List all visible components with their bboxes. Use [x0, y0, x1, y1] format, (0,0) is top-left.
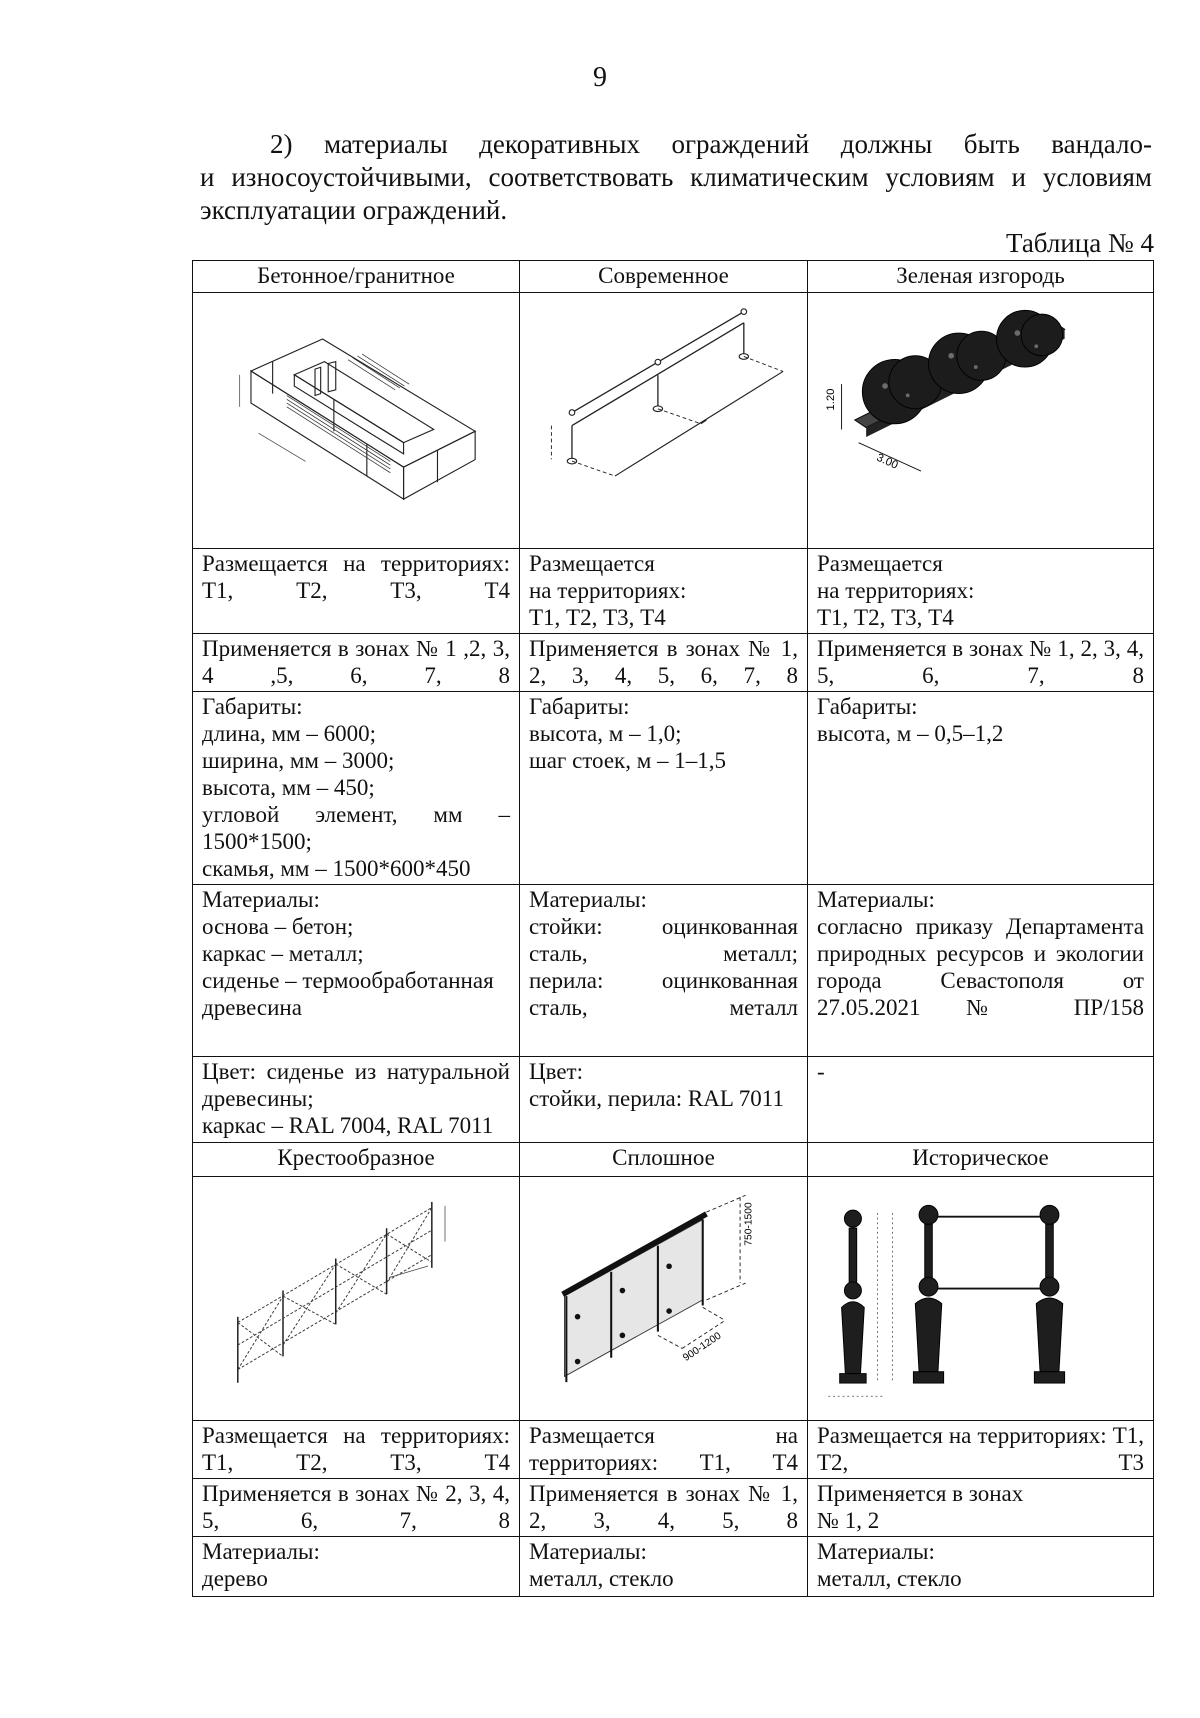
- header-cross: Крестообразное: [193, 1143, 520, 1177]
- solid-fence-image: [520, 1177, 808, 1421]
- fence-types-table: [192, 260, 1154, 1597]
- concrete-zones: Применяется в зонах № 1 ,2, 3, 4 ,5, 6, 7, 8: [193, 634, 520, 692]
- hedge-zones: Применяется в зонах № 1, 2, 3, 4, 5, 6, 7, 8: [808, 634, 1154, 692]
- historic-fence-drawing: [817, 1178, 1144, 1418]
- cross-fence-drawing: [202, 1178, 510, 1418]
- solid-height-label: 750-1500: [743, 1202, 755, 1246]
- concrete-materials: Материалы: основа – бетон; каркас – металл; сиденье – термообработанная древесина: [193, 885, 520, 1057]
- concrete-dimensions: Габариты: длина, мм – 6000; ширина, мм – 3000; высота, мм – 450; угловой элемент, мм – 1500*1500; скамья, мм – 1500*600*450: [193, 692, 520, 885]
- cross-fence-image: [193, 1177, 520, 1421]
- solid-fence-drawing: [529, 1178, 798, 1418]
- historic-fence-image: [808, 1177, 1154, 1421]
- historic-materials: Материалы: металл, стекло: [808, 1537, 1154, 1597]
- hedge-length-label: 3.00: [874, 451, 900, 472]
- hedge-height-label: 1.20: [825, 388, 838, 411]
- hedge-color: -: [808, 1057, 1154, 1143]
- modern-placement: Размещается на территориях: Т1, Т2, Т3, Т4: [520, 549, 808, 634]
- concrete-fence-drawing: [202, 294, 510, 546]
- modern-materials: Материалы: стойки: оцинкованная сталь, металл; перила: оцинкованная сталь, металл: [520, 885, 808, 1057]
- header-row-bottom: [193, 1143, 1154, 1177]
- hedge-fence-image: [808, 293, 1154, 549]
- solid-zones: Применяется в зонах № 1, 2, 3, 4, 5, 8: [520, 1479, 808, 1537]
- hedge-dimensions: Габариты: высота, м – 0,5–1,2: [808, 692, 1154, 885]
- materials-row-bottom: [193, 1537, 1154, 1597]
- historic-zones: Применяется в зонах № 1, 2: [808, 1479, 1154, 1537]
- concrete-color: Цвет: сиденье из натуральной древесины; каркас – RAL 7004, RAL 7011: [193, 1057, 520, 1143]
- header-solid: Сплошное: [520, 1143, 808, 1177]
- hedge-fence-drawing: [817, 294, 1144, 546]
- intro-first-line: 2) материалы декоративных ограждений должны быть вандало-: [270, 129, 1152, 159]
- header-row-top: [193, 261, 1154, 293]
- zones-row-bottom: [193, 1479, 1154, 1537]
- placement-row-top: [193, 549, 1154, 634]
- hedge-placement: Размещается на территориях: Т1, Т2, Т3, Т4: [808, 549, 1154, 634]
- table-caption: Таблица № 4: [1006, 228, 1154, 258]
- image-row-bottom: [193, 1177, 1154, 1421]
- modern-color: Цвет: стойки, перила: RAL 7011: [520, 1057, 808, 1143]
- header-hedge: Зеленая изгородь: [808, 261, 1154, 293]
- header-historic: Историческое: [808, 1143, 1154, 1177]
- cross-materials: Материалы: дерево: [193, 1537, 520, 1597]
- image-row-top: [193, 293, 1154, 549]
- zones-row-top: [193, 634, 1154, 692]
- solid-materials: Материалы: металл, стекло: [520, 1537, 808, 1597]
- cross-zones: Применяется в зонах № 2, 3, 4, 5, 6, 7, 8: [193, 1479, 520, 1537]
- modern-fence-image: [520, 293, 808, 549]
- concrete-fence-image: [193, 293, 520, 549]
- placement-row-bottom: [193, 1421, 1154, 1479]
- color-row: [193, 1057, 1154, 1143]
- modern-zones: Применяется в зонах № 1, 2, 3, 4, 5, 6, 7, 8: [520, 634, 808, 692]
- materials-row-top: [193, 885, 1154, 1057]
- historic-placement: Размещается на территориях: Т1, Т2, Т3: [808, 1421, 1154, 1479]
- concrete-placement: Размещается на территориях: Т1, Т2, Т3, Т4: [193, 549, 520, 634]
- solid-placement: Размещается на территориях: Т1, Т4: [520, 1421, 808, 1479]
- cross-placement: Размещается на территориях: Т1, Т2, Т3, Т4: [193, 1421, 520, 1479]
- modern-fence-drawing: [529, 294, 798, 546]
- header-concrete: Бетонное/гранитное: [193, 261, 520, 293]
- header-modern: Современное: [520, 261, 808, 293]
- dimensions-row: [193, 692, 1154, 885]
- solid-width-label: 900-1200: [681, 1330, 724, 1364]
- intro-paragraph: [200, 128, 1152, 227]
- page-number: 9: [593, 62, 607, 93]
- modern-dimensions: Габариты: высота, м – 1,0; шаг стоек, м – 1–1,5: [520, 692, 808, 885]
- intro-rest: и износоустойчивыми, соответствовать климатическим условиям и условиям эксплуатации ограждений.: [200, 162, 1152, 225]
- hedge-materials: Материалы: согласно приказу Департамента природных ресурсов и экологии города Севастополя от 27.05.2021 № ПР/158: [808, 885, 1154, 1057]
